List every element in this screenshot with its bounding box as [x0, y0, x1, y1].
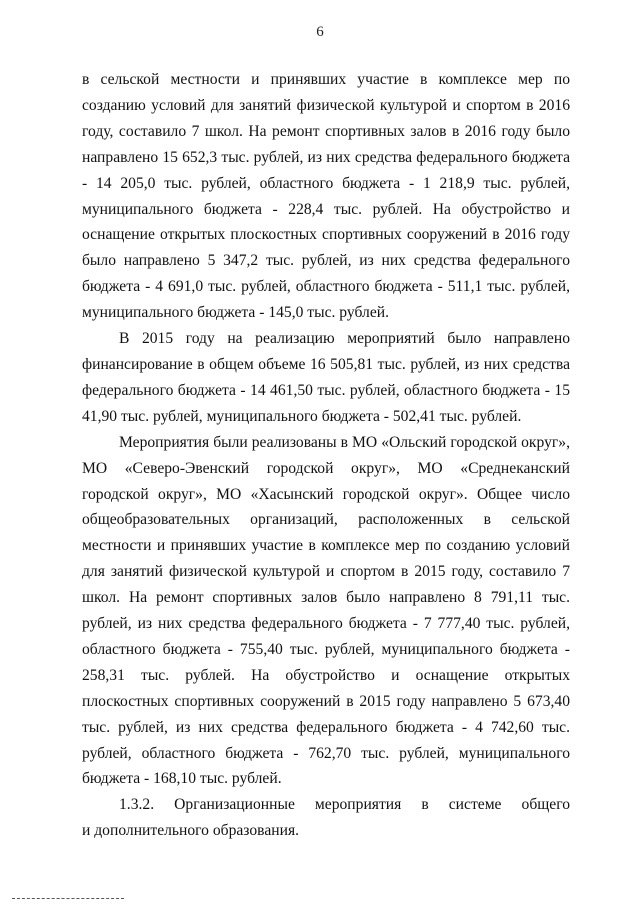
paragraph-2016-continuation: в сельской местности и принявших участие в комплексе мер по созданию условий для занятий физической культурой и спортом в 2016 году, составило 7 школ. На ремонт спортивных залов в 2016 году было направлено 15 652,3 тыс. рублей, из них средства федерального бюджета - 14 205,0 тыс. рублей, областного бюджета - 1 218,9 тыс. рублей, муниципального бюджета - 228,4 тыс. рублей. На обустройство и оснащение открытых плоскостных спортивных сооружений в 2016 году было направлено 5 347,2 тыс. рублей, из них средства федерального бюджета - 4 691,0 тыс. рублей, областного бюджета - 511,1 тыс. рублей, муниципального бюджета - 145,0 тыс. рублей.: [82, 71, 570, 322]
scan-footer-line: [12, 898, 124, 899]
page-number: 6: [316, 24, 324, 40]
page-body: [82, 67, 570, 844]
section-heading-1-3-2-continuation: и дополнительного образования.: [82, 822, 300, 840]
section-heading-1-3-2: 1.3.2. Организационные мероприятия в системе общего: [119, 796, 570, 814]
paragraph-2015-financing: В 2015 году на реализацию мероприятий было направлено финансирование в общем объеме 16 505,81 тыс. рублей, из них средства федерального бюджета - 14 461,50 тыс. рублей, областного бюджета - 15 41,90 тыс. рублей, муниципального бюджета - 502,41 тыс. рублей.: [82, 330, 570, 425]
paragraph-2015-municipalities: Мероприятия были реализованы в МО «Ольский городской округ», МО «Северо-Эвенский городской округ», МО «Среднеканский городской округ», МО «Хасынский городской округ». Общее число общеобразовательных организаций, расположенных в сельской местности и принявших участие в комплексе мер по созданию условий для занятий физической культурой и спортом в 2015 году, составило 7 школ. На ремонт спортивных залов было направлено 8 791,11 тыс. рублей, из них средства федерального бюджета - 7 777,40 тыс. рублей, областного бюджета - 755,40 тыс. рублей, муниципального бюджета - 258,31 тыс. рублей. На обустройство и оснащение открытых плоскостных спортивных сооружений в 2015 году направлено 5 673,40 тыс. рублей, из них средства федерального бюджета - 4 742,60 тыс. рублей, областного бюджета - 762,70 тыс. рублей, муниципального бюджета - 168,10 тыс. рублей.: [82, 433, 570, 788]
